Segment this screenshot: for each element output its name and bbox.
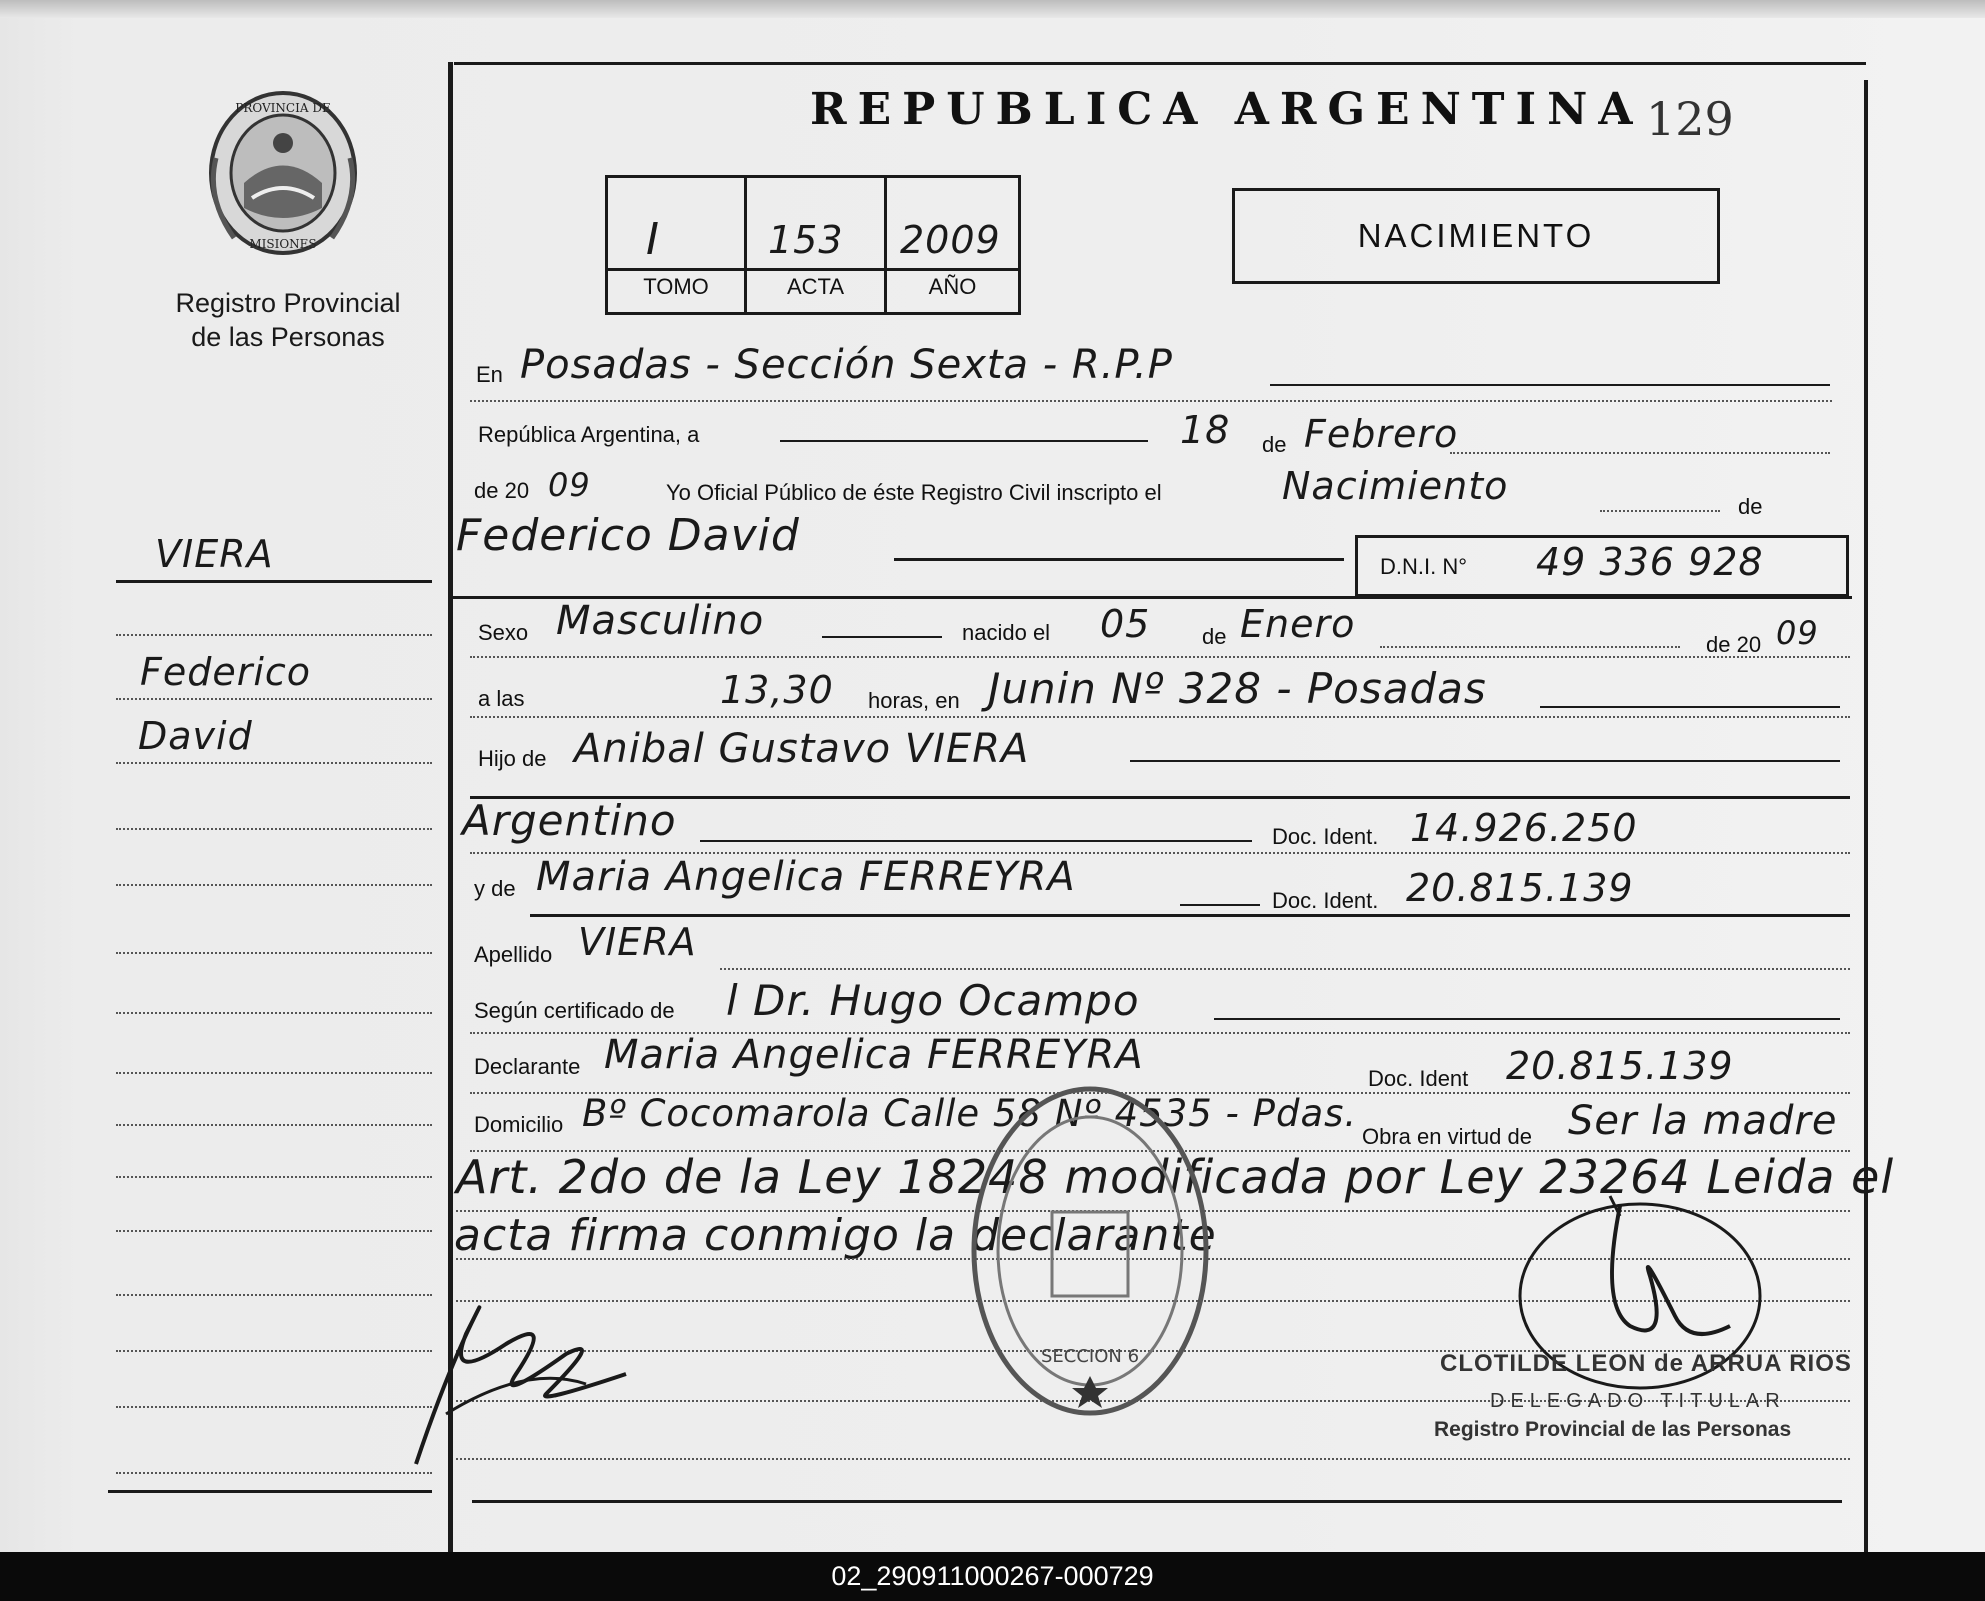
sexo-label: Sexo: [478, 620, 529, 645]
full-name-value: Federico David: [456, 510, 800, 561]
father-doc-label: Doc. Ident.: [1272, 824, 1379, 849]
registry-name-line1: Registro Provincial: [175, 288, 401, 318]
top-border: [454, 62, 1866, 65]
scan-top-edge: [0, 0, 1985, 18]
margin-bottom-rule: [108, 1490, 432, 1493]
anio-label: AÑO: [928, 274, 977, 299]
document-type-box: [1232, 188, 1720, 284]
month-value: Febrero: [1304, 412, 1459, 456]
certificado-value: l Dr. Hugo Ocampo: [726, 976, 1140, 1025]
birth-year-suffix-value: 09: [1776, 614, 1819, 652]
a-las-label: a las: [478, 686, 525, 711]
domicilio-value: Bº Cocomarola Calle 58 Nº 4535 - Pdas.: [582, 1092, 1358, 1135]
acta-label: ACTA: [786, 274, 845, 299]
blank-line: [456, 1458, 1850, 1460]
father-nationality-value: Argentino: [462, 796, 677, 845]
official-title-stamp: DELEGADO TITULAR: [1490, 1390, 1786, 1412]
declarante-label: Declarante: [474, 1054, 581, 1079]
father-rule: [1130, 760, 1840, 762]
tomo-label: TOMO: [643, 274, 709, 299]
father-underline: [470, 796, 1850, 799]
mother-doc-value: 20.815.139: [1406, 866, 1634, 910]
margin-line: [116, 1012, 432, 1014]
registry-name: [148, 286, 428, 354]
birth-day-value: 05: [1100, 602, 1151, 646]
de-label-2: de: [1738, 494, 1763, 519]
hijo-label: Hijo de: [478, 746, 547, 771]
margin-surname: VIERA: [155, 532, 274, 576]
seal-text-top: PROVINCIA DE: [235, 101, 331, 115]
margin-line: [116, 1072, 432, 1074]
oficial-dotted: [1600, 510, 1720, 512]
date-dotted: [1450, 452, 1830, 454]
mother-doc-label: Doc. Ident.: [1272, 888, 1379, 913]
margin-line: [116, 1406, 432, 1408]
certificado-rule: [1214, 1018, 1840, 1020]
sexo-value: Masculino: [556, 598, 765, 644]
place-rule: [1540, 706, 1840, 708]
round-official-seal-icon: [968, 1082, 1212, 1420]
official-name-stamp: CLOTILDE LEON de ARRUA RIOS: [1440, 1350, 1852, 1377]
margin-line: [116, 634, 432, 636]
apellido-value: VIERA: [578, 920, 697, 964]
declarante-doc-value: 20.815.139: [1506, 1044, 1734, 1088]
anio-value: 2009: [900, 218, 1001, 262]
province-coat-of-arms-icon: [204, 88, 362, 258]
y-de-label: y de: [474, 876, 516, 901]
margin-line: [116, 698, 432, 700]
round-seal-text: SECCION 6: [1040, 1346, 1140, 1367]
margin-line: [116, 1124, 432, 1126]
notes-line-2: acta firma conmigo la declarante: [454, 1210, 1217, 1261]
page-number: 129: [1646, 92, 1734, 146]
place-value: Junin Nº 328 - Posadas: [988, 664, 1487, 713]
de-label-3: de: [1202, 624, 1227, 649]
margin-given-name-1: Federico: [140, 650, 312, 694]
margin-line: [116, 1472, 432, 1474]
dni-value: 49 336 928: [1536, 540, 1764, 584]
margin-line: [116, 828, 432, 830]
mother-rule: [1180, 904, 1260, 906]
official-office-stamp: Registro Provincial de las Personas: [1434, 1418, 1792, 1441]
full-name-rule: [894, 558, 1344, 561]
en-value: Posadas - Sección Sexta - R.P.P: [520, 342, 1173, 388]
bottom-rule: [472, 1500, 1842, 1503]
nacido-label: nacido el: [962, 620, 1051, 645]
father-value: Anibal Gustavo VIERA: [574, 726, 1030, 772]
republica-label: República Argentina, a: [478, 422, 700, 447]
obra-value: Ser la madre: [1568, 1098, 1838, 1144]
de-label: de: [1262, 432, 1287, 457]
dni-box: [1355, 535, 1849, 597]
birth-year-prefix-label: de 20: [1706, 632, 1762, 657]
declarante-doc-label: Doc. Ident: [1368, 1066, 1469, 1091]
document-title: REPUBLICA ARGENTINA: [810, 84, 1644, 135]
margin-line: [116, 1294, 432, 1296]
margin-given-name-2: David: [138, 714, 253, 758]
time-value: 13,30: [720, 668, 834, 712]
obra-label: Obra en virtud de: [1362, 1124, 1532, 1149]
notes-line-1: Art. 2do de la Ley 18248 modificada por Ley 23264 Leida el: [456, 1150, 1895, 1204]
father-doc-value: 14.926.250: [1410, 806, 1638, 850]
document-type: NACIMIENTO: [1357, 217, 1595, 254]
horas-label: horas, en: [868, 688, 960, 713]
apellido-dotted: [720, 968, 1850, 970]
record-table: [605, 175, 1021, 315]
mother-value: Maria Angelica FERREYRA: [536, 854, 1076, 900]
en-rule: [1270, 384, 1830, 386]
seal-text-bottom: MISIONES: [249, 237, 317, 251]
declarante-value: Maria Angelica FERREYRA: [604, 1032, 1144, 1078]
registry-name-line2: de las Personas: [191, 322, 385, 352]
mother-underline: [530, 914, 1850, 917]
nationality-rule: [700, 840, 1252, 842]
margin-line: [116, 1230, 432, 1232]
margin-line: [116, 884, 432, 886]
acta-value: 153: [768, 218, 844, 262]
margin-surname-rule: [116, 580, 432, 583]
sexo-rule: [822, 636, 942, 638]
inscribed-value: Nacimiento: [1282, 464, 1509, 508]
margin-line: [116, 762, 432, 764]
margin-line: [116, 1176, 432, 1178]
year-prefix-label: de 20: [474, 478, 530, 503]
declarant-signature-icon: [386, 1254, 646, 1474]
day-rule: [780, 440, 1148, 442]
scan-file-id: 02_290911000267-000729: [0, 1552, 1985, 1601]
dni-label: D.N.I. N°: [1380, 554, 1468, 579]
margin-line: [116, 952, 432, 954]
certificado-label: Según certificado de: [474, 998, 675, 1023]
en-dotted: [470, 400, 1832, 402]
year-suffix-value: 09: [548, 466, 591, 504]
time-dotted: [470, 716, 1850, 718]
en-label: En: [476, 362, 503, 387]
apellido-label: Apellido: [474, 942, 553, 967]
domicilio-label: Domicilio: [474, 1112, 564, 1137]
day-value: 18: [1180, 408, 1231, 452]
birth-dotted: [1380, 646, 1680, 648]
margin-line: [116, 1350, 432, 1352]
right-border: [1864, 80, 1868, 1552]
tomo-value: I: [646, 214, 660, 265]
sexo-dotted: [470, 656, 1850, 658]
birth-month-value: Enero: [1240, 602, 1356, 646]
oficial-label: Yo Oficial Público de éste Registro Civil inscripto el: [666, 480, 1162, 505]
